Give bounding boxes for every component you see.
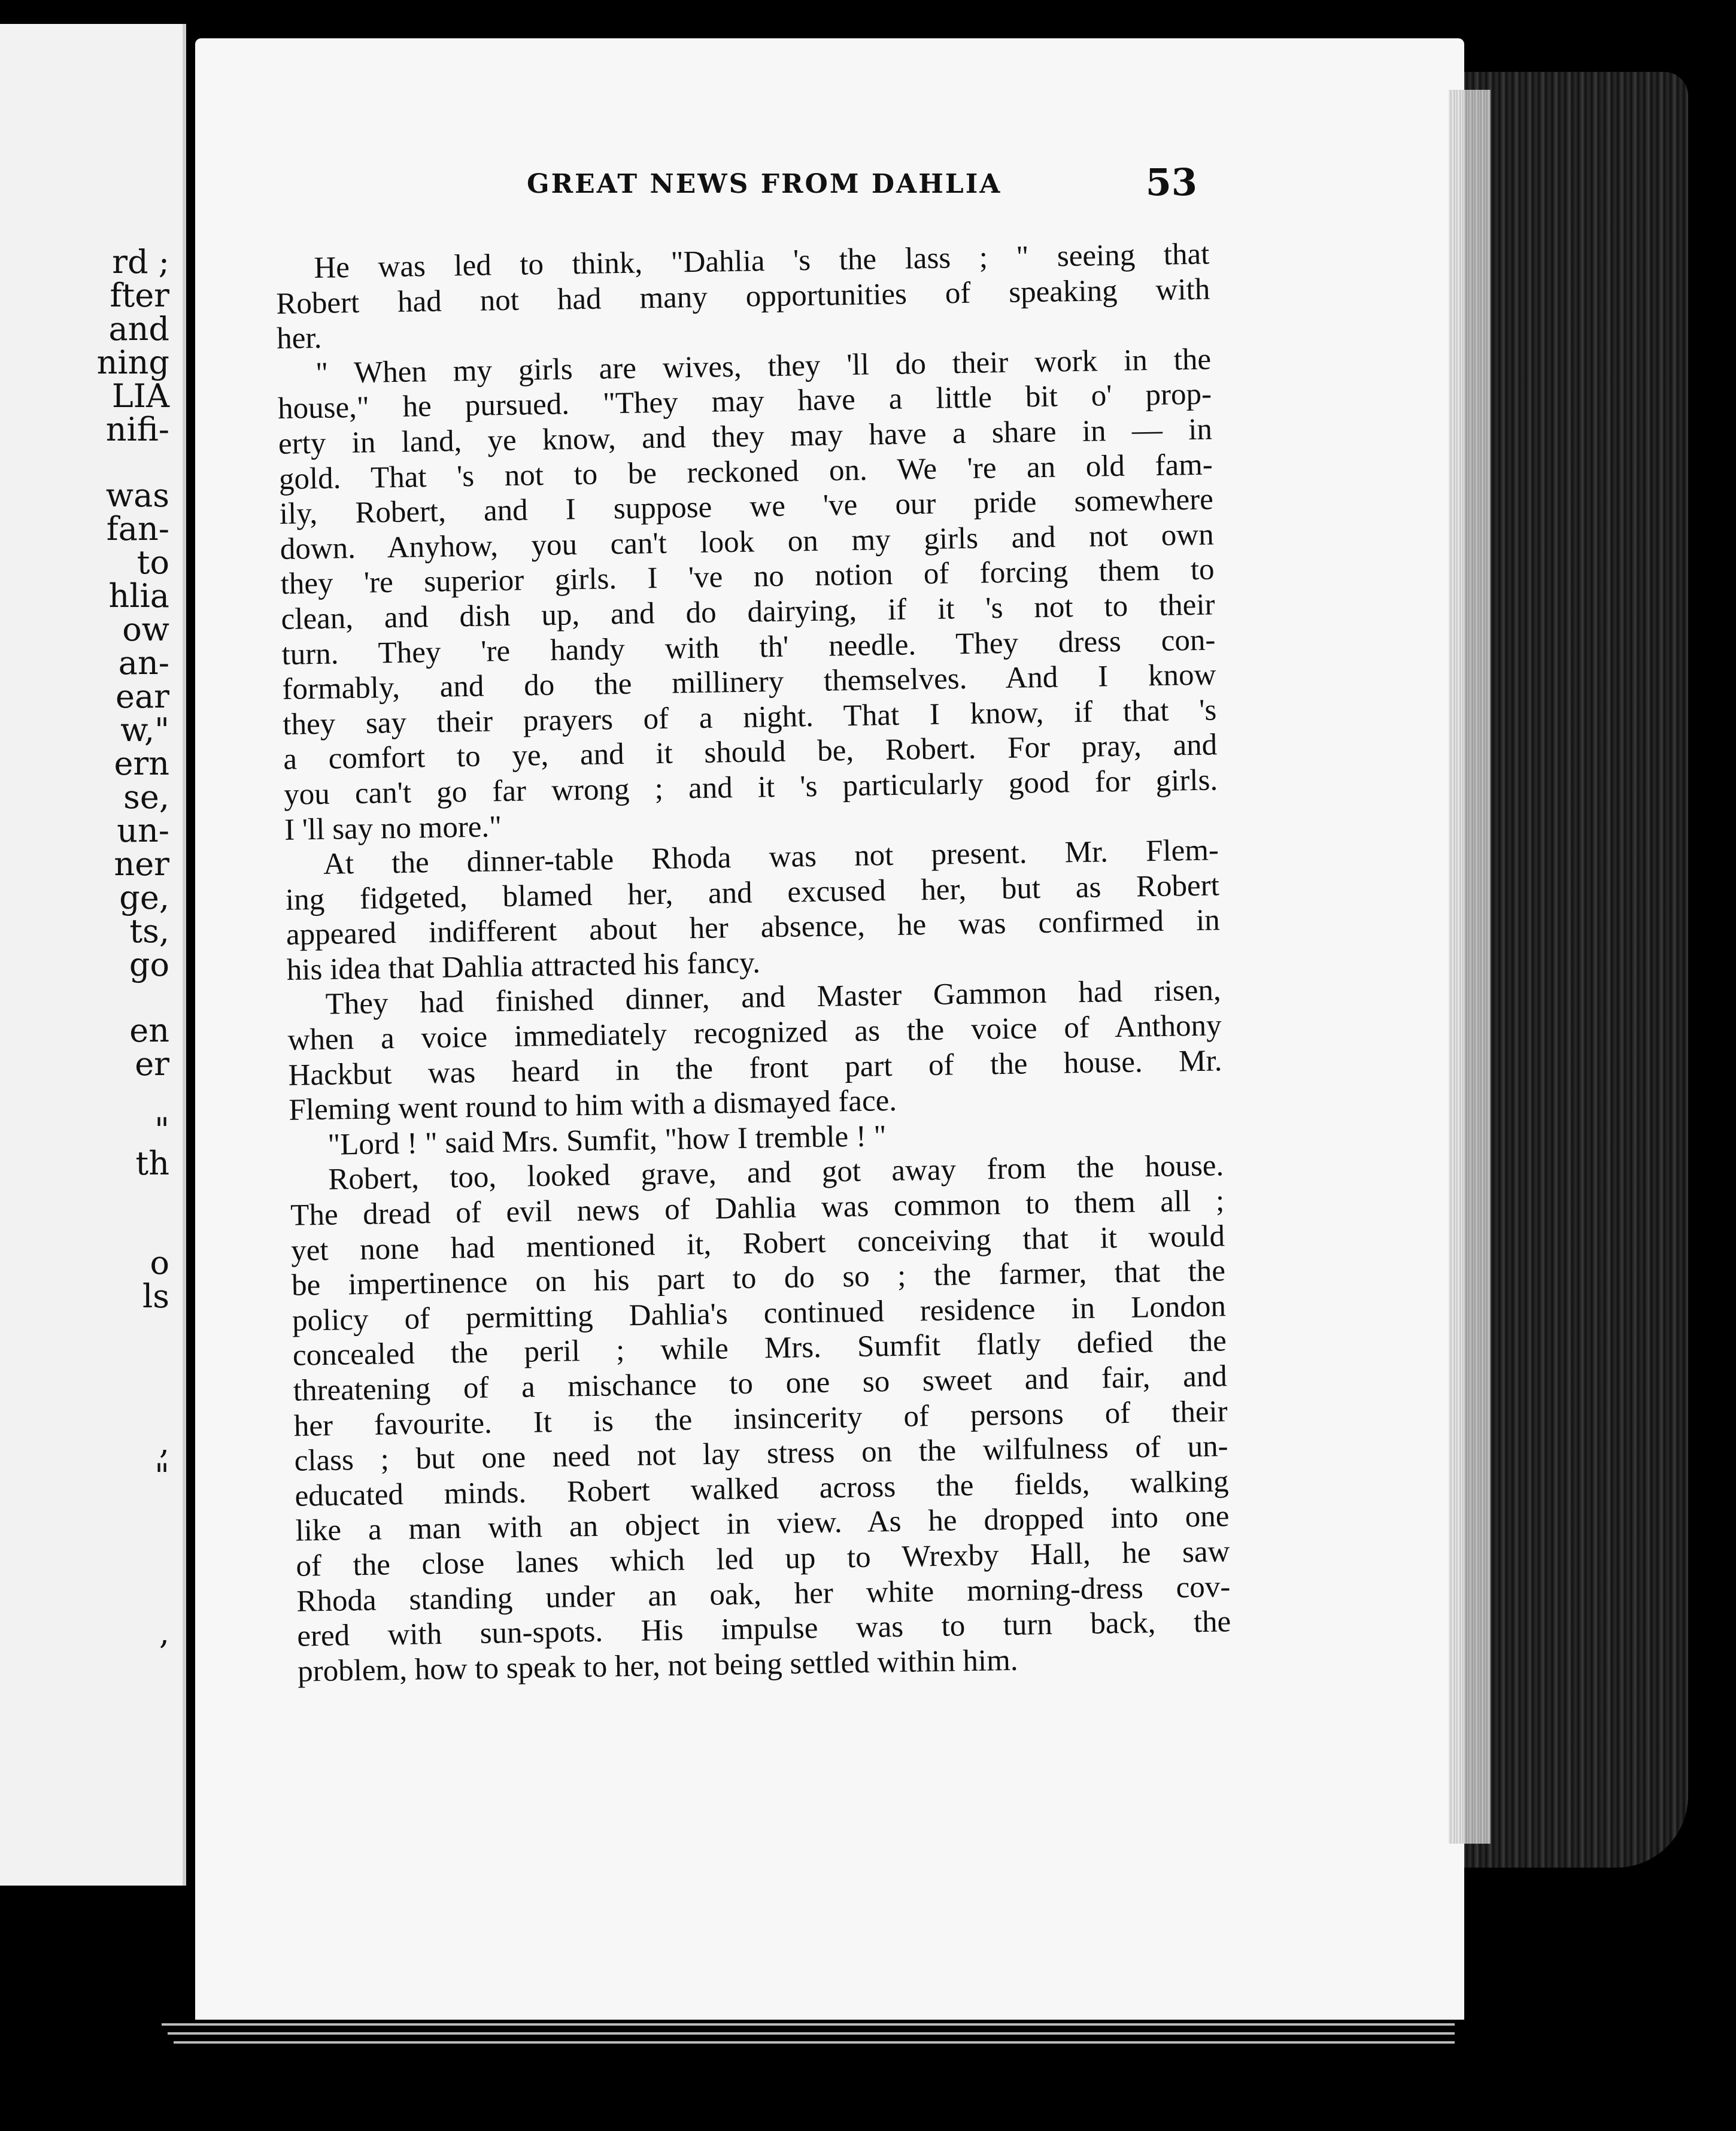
text-line: erty in land, ye know, and they may have a share in — in: [278, 412, 1213, 461]
text-line: formably, and do the millinery themselves. And I know: [282, 658, 1216, 707]
text-line: " When my girls are wives, they 'll do their work in the: [315, 342, 1212, 390]
previous-page-line-fragment: nifi-: [105, 411, 169, 448]
previous-page-line-fragment: un-: [117, 812, 169, 849]
previous-page-line-fragment: ern: [114, 745, 169, 782]
previous-page-line-fragment: w,": [120, 711, 169, 749]
previous-page-line-fragment: and: [108, 310, 169, 348]
previous-page-line-fragment: ear: [116, 678, 169, 715]
previous-page-line-fragment: ner: [114, 845, 169, 883]
text-line: Robert had not had many opportunities of speaking with: [275, 272, 1210, 321]
text-line: They had finished dinner, and Master Gammon had risen,: [325, 973, 1222, 1022]
text-line: when a voice immediately recognized as the voice of Anthony: [287, 1009, 1222, 1057]
previous-page-edge: [0, 24, 186, 1886]
text-line: appeared indifferent about her absence, he was confirmed in: [286, 903, 1221, 952]
text-line: his idea that Dahlia attracted his fancy.: [286, 946, 761, 987]
page-stack-edge: [168, 2032, 1455, 2035]
text-line: The dread of evil news of Dahlia was common to them all ;: [290, 1184, 1225, 1233]
previous-page-line-fragment: se,: [123, 778, 169, 816]
previous-page-line-fragment: ow: [122, 611, 169, 648]
previous-page-line-fragment: en: [129, 1012, 169, 1049]
text-line: threatening of a mischance to one so sweet and fair, and: [293, 1359, 1228, 1408]
previous-page-line-fragment: hlia: [108, 577, 169, 615]
previous-page-line-fragment: go: [129, 946, 169, 983]
previous-page-line-fragment: to: [136, 544, 169, 581]
text-line: problem, how to speak to her, not being settled within him.: [297, 1643, 1018, 1689]
text-line: class ; but one need not lay stress on the wilfulness of un-: [294, 1429, 1228, 1478]
text-line: He was led to think, "Dahlia 's the lass ; " seeing that: [314, 237, 1210, 285]
text-line: Fleming went round to him with a dismayed face.: [289, 1084, 897, 1128]
text-line: clean, and dish up, and do dairying, if it 's not to their: [281, 588, 1215, 636]
book-fore-edge: [1461, 72, 1688, 1868]
previous-page-line-fragment: ls: [142, 1277, 169, 1315]
text-line: At the dinner-table Rhoda was not present. Mr. Flem-: [323, 833, 1219, 881]
text-line: ered with sun-spots. His impulse was to turn back, the: [296, 1605, 1231, 1653]
body-text: [275, 236, 1232, 1689]
previous-page-line-fragment: er: [135, 1045, 169, 1083]
text-line: educated minds. Robert walked across the fields, walking: [295, 1465, 1229, 1513]
text-line: a comfort to ye, and it should be, Robert. For pray, and: [283, 728, 1218, 777]
text-line: down. Anyhow, you can't look on my girls and not own: [280, 518, 1215, 566]
text-line: gold. That 's not to be reckoned on. We 're an old fam-: [278, 448, 1213, 496]
text-line: "Lord ! " said Mrs. Sumfit, "how I tremble ! ": [327, 1119, 887, 1162]
running-head: [335, 160, 1197, 208]
page-number: 53: [1145, 160, 1197, 204]
text-line: you can't go far wrong ; and it 's particularly good for girls.: [283, 763, 1218, 812]
previous-page-line-fragment: fter: [110, 277, 169, 314]
page-edges: [1449, 90, 1491, 1844]
previous-page-line-fragment: ning: [96, 344, 169, 381]
text-line: Hackbut was heard in the front part of the house. Mr.: [288, 1043, 1222, 1092]
text-line: they say their prayers of a night. That I know, if that 's: [282, 693, 1217, 742]
previous-page-line-fragment: ,: [159, 1614, 169, 1652]
text-line: concealed the peril ; while Mrs. Sumfit flatly defied the: [292, 1324, 1227, 1373]
text-line: ily, Robert, and I suppose we 've our pride somewhere: [279, 482, 1214, 532]
previous-page-line-fragment: ts,: [129, 912, 169, 950]
page-stack-edge: [174, 2041, 1455, 2044]
text-line: I 'll say no more.": [284, 809, 502, 847]
previous-page-line-fragment: LIA: [111, 377, 169, 415]
previous-page-line-fragment: o: [150, 1244, 169, 1282]
text-line: they 're superior girls. I 've no notion of forcing them to: [280, 553, 1215, 602]
previous-page-line-fragment: ": [154, 1457, 169, 1495]
text-line: her.: [276, 321, 322, 356]
text-line: ing fidgeted, blamed her, and excused her, but as Robert: [285, 869, 1220, 917]
text-line: Robert, too, looked grave, and got away from the house.: [327, 1149, 1224, 1197]
text-line: be impertinence on his part to do so ; the farmer, that the: [291, 1254, 1226, 1303]
previous-page-line-fragment: rd ;: [112, 243, 169, 281]
text-line: house," he pursued. "They may have a little bit o' prop-: [277, 377, 1212, 426]
previous-page-line-fragment: was: [105, 476, 169, 514]
previous-page-line-fragment: ": [154, 1111, 169, 1149]
text-line: policy of permitting Dahlia's continued residence in London: [292, 1289, 1227, 1338]
page-stack-edge: [162, 2023, 1455, 2026]
previous-page-line-fragment: ge,: [119, 879, 169, 916]
text-line: yet none had mentioned it, Robert conceiving that it would: [290, 1219, 1225, 1268]
running-head-title: GREAT NEWS FROM DAHLIA: [527, 169, 1002, 199]
previous-page-line-fragment: fan-: [106, 510, 169, 548]
text-line: turn. They 're handy with th' needle. They dress con-: [281, 623, 1216, 672]
text-line: her favourite. It is the insincerity of persons of their: [293, 1394, 1228, 1443]
previous-page-line-fragment: an-: [118, 644, 169, 682]
previous-page-line-fragment: ,: [159, 1423, 169, 1461]
text-line: of the close lanes which led up to Wrexby Hall, he saw: [296, 1535, 1230, 1583]
text-line: Rhoda standing under an oak, her white morning-dress cov-: [296, 1570, 1231, 1619]
text-line: like a man with an object in view. As he dropped into one: [295, 1499, 1230, 1549]
previous-page-line-fragment: th: [135, 1145, 169, 1182]
